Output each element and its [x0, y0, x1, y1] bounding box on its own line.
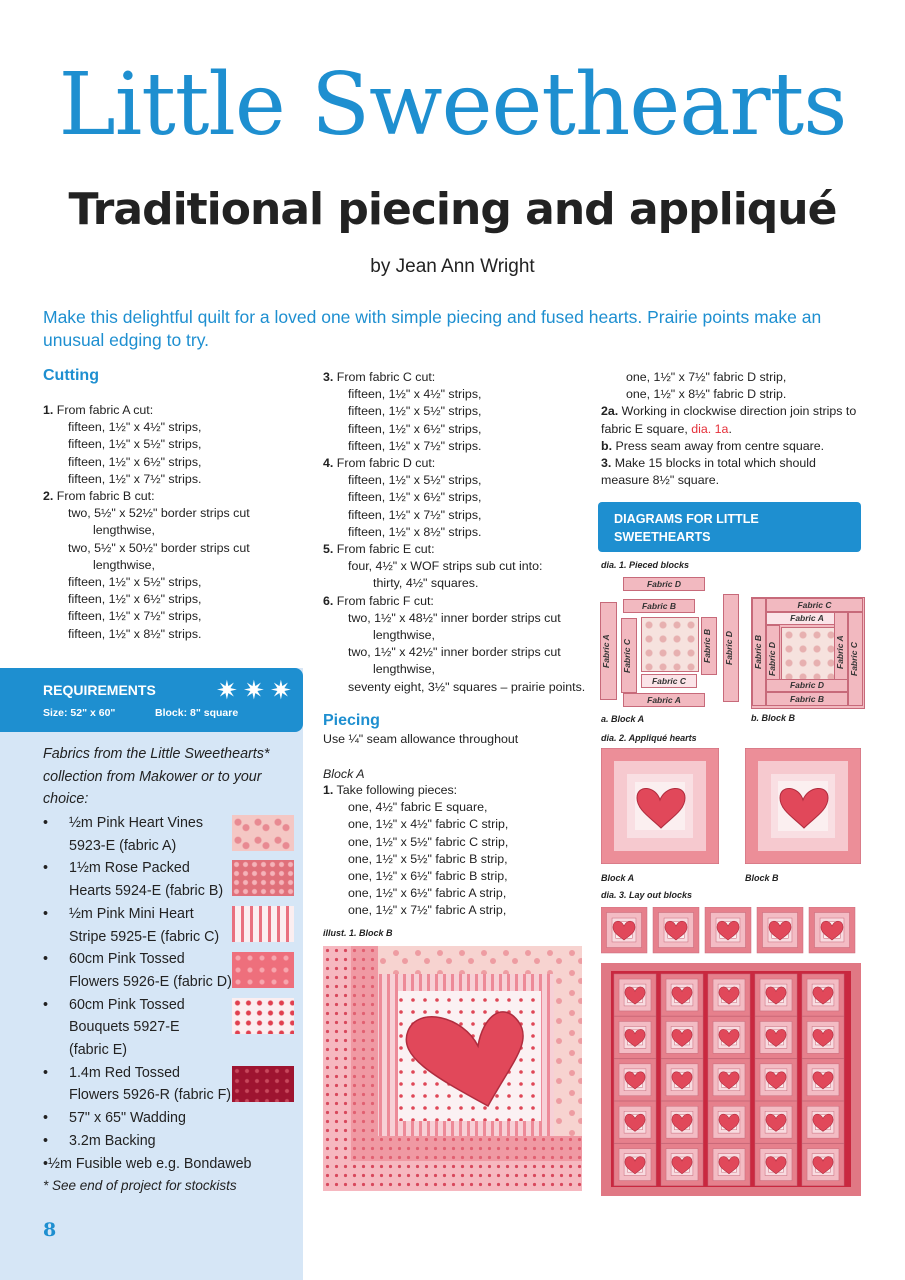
list-line: fifteen, 1½" x 5½" strips, [68, 437, 202, 452]
fabric-b-swatch [232, 860, 294, 896]
dia1-caption: dia. 1. Pieced blocks [601, 560, 690, 570]
fabric-c-label: Fabric C [797, 600, 832, 610]
list-line: fifteen, 1½" x 4½" strips, [68, 420, 202, 435]
layout-block [614, 1059, 656, 1101]
list-line: 6. From fabric F cut: [323, 593, 434, 608]
list-line: lengthwise, [93, 523, 155, 538]
dia3-caption: dia. 3. Lay out blocks [601, 890, 693, 900]
star-icon: ✷ [216, 675, 238, 705]
fabric-a-label: Fabric A [790, 613, 824, 623]
list-line: fifteen, 1½" x 7½" strips. [68, 471, 202, 486]
list-line: fifteen, 1½" x 6½" strips, [348, 421, 482, 436]
piecing-list-continued [601, 369, 871, 489]
list-line: one, 4½" fabric E square, [348, 800, 488, 815]
layout-block [661, 1016, 703, 1058]
layout-block [661, 974, 703, 1016]
page-number: 8 [43, 1219, 57, 1241]
block-a-label: Block A [323, 767, 365, 781]
page-subtitle: Traditional piecing and appliqué [68, 184, 837, 235]
centre-square [641, 617, 699, 672]
layout-block [661, 1101, 703, 1143]
list-line: 1. From fabric A cut: [43, 403, 154, 417]
cutting-list-continued [323, 369, 593, 696]
list-line: measure 8½" square. [601, 473, 720, 488]
list-line: one, 1½" x 5½" fabric B strip, [348, 851, 508, 866]
list-item: • 57" x 65" Wadding [43, 1110, 186, 1127]
fabric-d-swatch [232, 952, 294, 988]
list-line: 2. From fabric B cut: [43, 489, 155, 504]
fabric-a-label: Fabric A [647, 695, 681, 705]
fabric-b-label: Fabric B [789, 694, 824, 704]
list-line: lengthwise, [373, 628, 435, 643]
page-title: Little Sweethearts [58, 55, 847, 155]
list-line: one, 1½" x 4½" fabric C strip, [348, 817, 509, 832]
list-line: lengthwise, [93, 557, 155, 572]
layout-block [661, 1059, 703, 1101]
diagrams-title: DIAGRAMS FOR LITTLE SWEETHEARTS [614, 512, 759, 544]
block-b-applique [745, 748, 861, 864]
star-icon: ✷ [243, 675, 265, 705]
layout-preview-block [653, 907, 699, 953]
layout-preview-block [705, 907, 751, 953]
fabric-a-label: Fabric A [601, 634, 611, 668]
layout-diagram [601, 907, 861, 1197]
illust-caption: illust. 1. Block B [323, 928, 393, 938]
list-item: • ½m Fusible web e.g. Bondaweb [43, 1155, 252, 1172]
block-size: Block: 8" square [155, 707, 239, 719]
list-line: one, 1½" x 8½" fabric D strip. [626, 387, 787, 402]
piecing-intro: Use ¼" seam allowance throughout [323, 732, 519, 746]
list-line: two, 1½" x 48½" inner border strips cut [348, 610, 561, 625]
block-a-applique [601, 748, 719, 864]
fabric-d-label: Fabric D [724, 631, 734, 666]
layout-preview-block [601, 907, 647, 953]
list-line: fifteen, 1½" x 6½" strips, [68, 454, 202, 469]
layout-block [614, 1101, 656, 1143]
list-line: fifteen, 1½" x 6½" strips, [68, 592, 202, 607]
list-line: four, 4½" x WOF strips sub cut into: [348, 559, 543, 574]
requirements-list [43, 812, 252, 1198]
list-line: two, 5½" x 50½" border strips cut [68, 540, 250, 555]
list-line: seventy eight, 3½" squares – prairie points. [348, 679, 586, 694]
dia-1a-reference: dia. 1a [691, 421, 729, 436]
fabric-f-swatch [232, 1066, 294, 1102]
list-item: • 1.4m Red Tossed Flowers 5926-R (fabric F) [43, 1064, 232, 1104]
list-line: fifteen, 1½" x 4½" strips, [348, 387, 482, 402]
block-b-illustration [323, 946, 582, 1191]
byline: by Jean Ann Wright [370, 256, 535, 277]
list-item: • 60cm Pink Tossed Flowers 5926-E (fabric D) [43, 951, 232, 990]
fabric-a-label: Fabric A [835, 635, 845, 669]
dia2-caption: dia. 2. Appliqué hearts [601, 733, 697, 743]
layout-block [802, 1016, 844, 1058]
list-line: one, 1½" x 6½" fabric A strip, [348, 886, 507, 901]
layout-block [802, 974, 844, 1016]
list-line: one, 1½" x 6½" fabric B strip, [348, 869, 508, 884]
fabric-e-swatch [232, 998, 294, 1034]
dia2b-caption: Block B [745, 873, 779, 883]
layout-block [755, 1144, 797, 1186]
layout-block [802, 1059, 844, 1101]
star-icon: ✷ [270, 675, 292, 705]
fabric-c-label: Fabric C [651, 676, 686, 686]
list-line: 3. From fabric C cut: [323, 370, 436, 384]
list-line: fifteen, 1½" x 8½" strips. [348, 524, 482, 539]
list-line: fifteen, 1½" x 6½" strips, [348, 490, 482, 505]
list-line: thirty, 4½" squares. [373, 576, 479, 591]
dia2a-caption: Block A [601, 873, 635, 883]
layout-block [708, 1016, 750, 1058]
fabric-d-label: Fabric D [767, 641, 777, 676]
list-line: one, 1½" x 5½" fabric C strip, [348, 834, 509, 849]
piecing-list [323, 782, 593, 920]
list-line: 4. From fabric D cut: [323, 456, 436, 471]
list-line: fifteen, 1½" x 7½" strips, [348, 507, 482, 522]
list-item: • 60cm Pink Tossed Bouquets 5927-E (fabric E) [43, 996, 185, 1059]
layout-block [802, 1101, 844, 1143]
list-line: lengthwise, [373, 662, 435, 677]
list-item: • 3.2m Backing [43, 1132, 156, 1149]
layout-block [614, 974, 656, 1016]
layout-preview-block [757, 907, 803, 953]
list-line: 2a. Working in clockwise direction join strips to [601, 404, 857, 419]
list-line: 3. Make 15 blocks in total which should [601, 456, 816, 471]
layout-block [708, 1101, 750, 1143]
dia1b-caption: b. Block B [751, 713, 796, 723]
list-item: • 1½m Rose Packed Hearts 5924-E (fabric B) [43, 860, 224, 900]
fabric-c-label: Fabric C [622, 638, 632, 673]
list-line: 1. Take following pieces: [323, 783, 458, 797]
fabric-b-label: Fabric B [702, 629, 712, 664]
cutting-heading: Cutting [43, 367, 99, 384]
list-line: fifteen, 1½" x 5½" strips, [68, 575, 202, 590]
quilt-size: Size: 52" x 60" [43, 707, 116, 719]
layout-block [755, 1059, 797, 1101]
list-line: fifteen, 1½" x 7½" strips. [348, 438, 482, 453]
layout-block [755, 1101, 797, 1143]
list-line: b. Press seam away from centre square. [601, 438, 825, 453]
layout-block [755, 974, 797, 1016]
requirements-intro: Fabrics from the Little Sweethearts* collection from Makower or to your choice: [43, 746, 270, 808]
list-line: one, 1½" x 7½" fabric D strip, [626, 370, 787, 384]
layout-block [708, 1059, 750, 1101]
fabric-c-label: Fabric C [849, 642, 859, 677]
fabric-b-label: Fabric B [641, 601, 676, 611]
list-line: one, 1½" x 7½" fabric A strip, [348, 903, 507, 918]
fabric-a-swatch [232, 815, 294, 851]
list-line: fifteen, 1½" x 8½" strips. [68, 626, 202, 641]
list-item: • ½m Pink Mini Heart Stripe 5925-E (fabric C) [43, 905, 220, 945]
cutting-list [43, 402, 293, 643]
list-line: fifteen, 1½" x 5½" strips, [348, 473, 482, 488]
layout-block [708, 1144, 750, 1186]
requirements-title: REQUIREMENTS [43, 682, 156, 698]
list-line: 5. From fabric E cut: [323, 542, 435, 557]
fabric-d-label: Fabric D [646, 579, 681, 589]
layout-block [708, 974, 750, 1016]
layout-block [661, 1144, 703, 1186]
list-line: fabric E square, dia. 1a. [601, 421, 732, 436]
list-line: two, 5½" x 52½" border strips cut [68, 506, 250, 521]
layout-block [755, 1016, 797, 1058]
piecing-heading: Piecing [323, 712, 380, 729]
list-line: fifteen, 1½" x 7½" strips, [68, 609, 202, 624]
intro-paragraph: Make this delightful quilt for a loved one with simple piecing and fused hearts. Prairie points make an unusual edging to try. [43, 307, 822, 350]
list-item: • ½m Pink Heart Vines 5923-E (fabric A) [43, 815, 204, 854]
dia1a-caption: a. Block A [601, 714, 645, 724]
fabric-d-label: Fabric D [789, 680, 824, 690]
centre-square [781, 627, 835, 680]
fabric-b-label: Fabric B [753, 635, 763, 670]
list-line: fifteen, 1½" x 5½" strips, [348, 404, 482, 419]
list-line: two, 1½" x 42½" inner border strips cut [348, 645, 561, 660]
layout-block [802, 1144, 844, 1186]
layout-block [614, 1016, 656, 1058]
stockists-footnote: * See end of project for stockists [43, 1178, 237, 1194]
fabric-c-swatch [232, 906, 294, 942]
layout-preview-block [809, 907, 855, 953]
layout-block [614, 1144, 656, 1186]
